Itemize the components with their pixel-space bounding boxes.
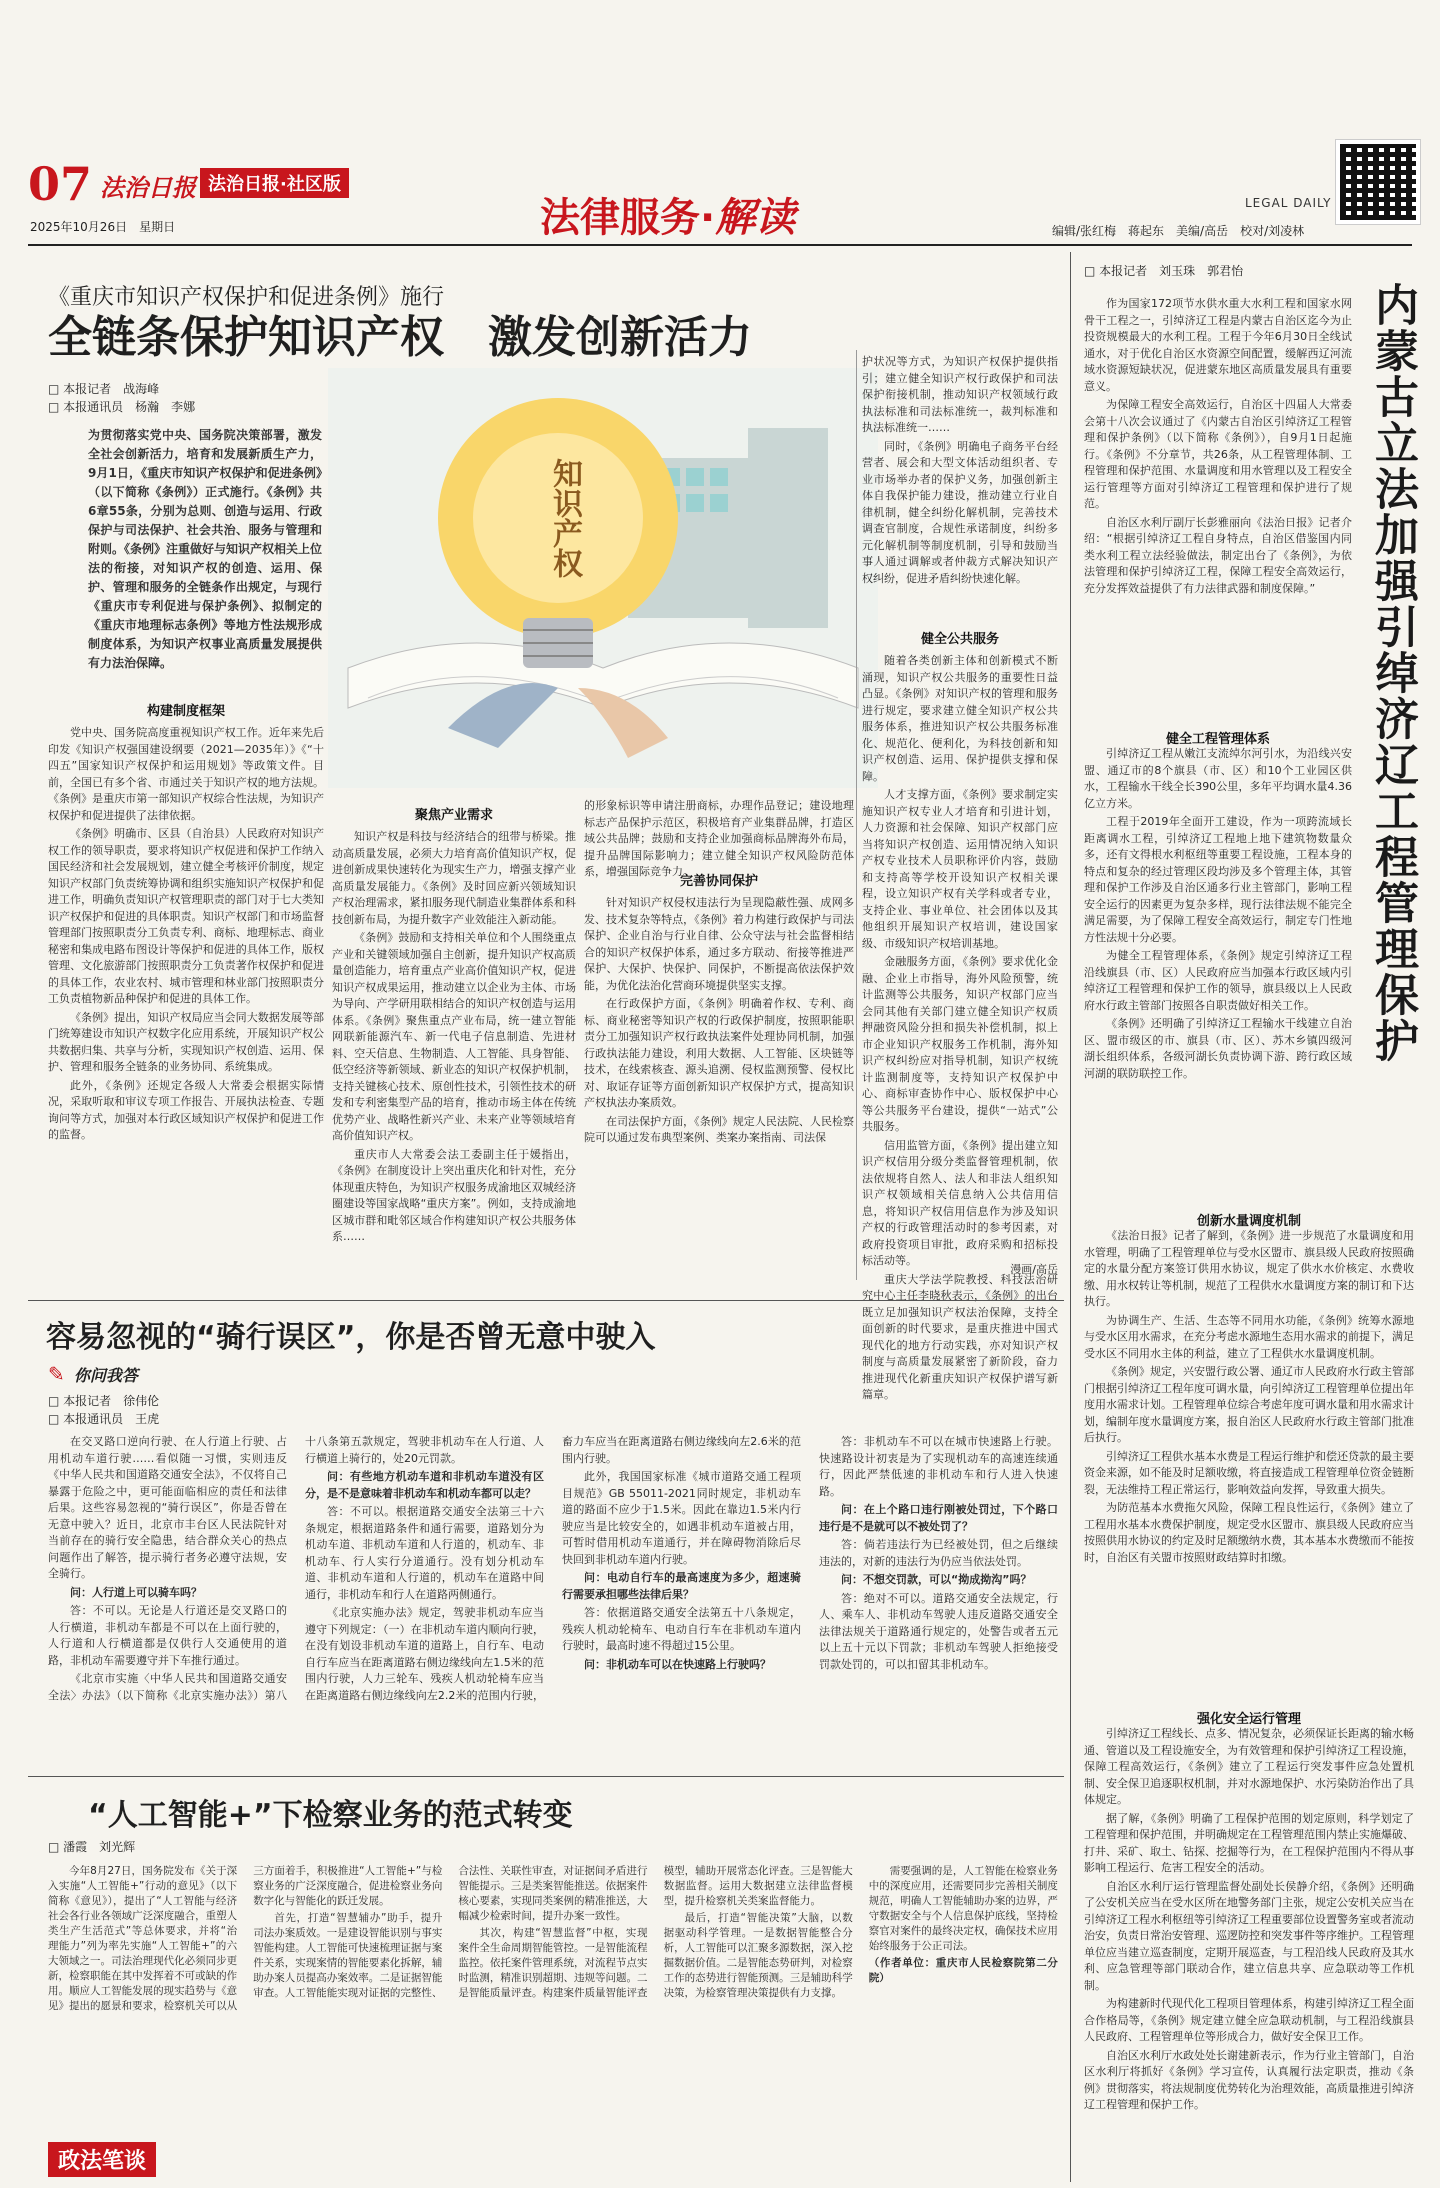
illustration-caption-text: 知识产权 <box>547 458 582 578</box>
article1-col4 <box>862 354 1058 1401</box>
article3-body <box>48 1864 1058 2134</box>
a2-para: 答：倘若违法行为已经被处罚，但之后继续违法的，对新的违法行为仍应当依法处罚。 <box>819 1538 1058 1568</box>
col4-para: 随着各类创新主体和创新模式不断涌现，知识产权公共服务的重要性日益凸显。《条例》对知识产权的管理和服务进行规定，要求建立健全知识产权公共服务体系，推进知识产权公共服务标准化、规范化、便利化，为科技创新和知识产权创造、运用、保护提供支撑和保障。 <box>862 654 1058 783</box>
column-title-b: 解读 <box>715 195 796 241</box>
col1-para: 此外，《条例》还规定各级人大常委会根据实际情况，采取听取和审议专项工作报告、开展执法检查、专题询问等方式，加强对本行政区域知识产权保护和促进工作的监督。 <box>48 1078 324 1141</box>
qr-code-icon <box>1336 140 1420 224</box>
a3-para: 今年8月27日，国务院发布《关于深入实施“人工智能+”行动的意见》（以下简称《意见》），提出了“人工智能与经济社会各行业各领域广泛深度融合，重塑人类生产生活范式”等总体要求，并将“治理能力”列为率先实施“人工智能+”的六大领域之一。司法治理现代化必须同步更新，检察职能在其中发挥着不可或缺的作用。顺应人工智能发展的现实趋势与《意见》提出的愿景和要求，检察机关可以从三方面着手，积极推进“人工智能+”与检察业务的广泛深度融合，促进检察业务向数字化与智能化的跃迁发展。 <box>48 1865 443 2012</box>
byline-2: □ 本报通讯员 王虎 <box>48 1412 160 1426</box>
subhead-institutional-framework: 构建制度框架 <box>146 704 225 719</box>
a2-para: 答：依据道路交通安全法第五十八条规定，残疾人机动轮椅车、电动自行车在非机动车道内行驶时，最高时速不得超过15公里。 <box>562 1606 801 1652</box>
paper-name: 法治日报 <box>100 174 196 202</box>
a2-question: 问：非机动车可以在快速路上行驶吗？ <box>584 1657 771 1671</box>
col2-para: 《条例》鼓励和支持相关单位和个人围绕重点产业和关键领域加强自主创新，提升知识产权高质量创造能力，培育重点产业高价值知识产权，促进知识产权成果运用，推动建立以企业为主体、市场为导向、产学研用联相结合的知识产权创造与运用体系。《条例》聚焦重点产业布局，统一建立智能网联新能源汽车、新一代电子信息制造、先进材料、空天信息、生物制造、人工智能、具身智能、低空经济等新领域、新业态的知识产权保护机制，支持关键核心技术、原创性技术，引领性技术的研发和专利密集型产品的培育，推动市场主体在传统优势产业、战略性新兴产业、未来产业等领域培育高价值知识产权。 <box>332 931 576 1142</box>
section-badge <box>200 168 349 198</box>
sidebar-para: 作为国家172项节水供水重大水利工程和国家水网骨干工程之一，引绰济辽工程是内蒙古自治区迄今为止投资规模最大的水利工程。工程于今年6月30日全线试通水，对于优化自治区水资源空间配置，缓解西辽河流域水资源短缺状况，促进蒙东地区高质量发展具有重要意义。 <box>1084 297 1352 393</box>
col4-body-a <box>862 354 1058 622</box>
sidebar-para: 《条例》还明确了引绰济辽工程输水干线建立自治区、盟市级区的市、旗县（市、区）、苏木乡镇四级河湖长组织体系，各级河湖长负责协调下游、跨行政区域河湖的联防联控工作。 <box>1084 1017 1352 1080</box>
col3-para: 的形象标识等申请注册商标，办理作品登记；建设地理标志产品保护示范区，积极培育产业集群品牌，打造区域公共品牌；鼓励和支持企业加强商标品牌海外布局，提升品牌国际影响力；建立健全知识产权风险防范体系，增强国际竞争力。 <box>584 799 854 878</box>
byline-1: □ 潘霞 刘光辉 <box>48 1840 136 1854</box>
page-number: 07 <box>28 157 93 211</box>
a3-para: 首先，打造“智慧辅办”助手，提升司法办案质效。一是建设智能识别与事实智能构建。人工智能可快速梳理证据与案件关系，实现案情的智能要素化拆解，辅助办案人员提高办案效率。二是证据智能审查。人工智能能实现对证据的完整性、合法性、关联性审查，对证据间矛盾进行智能提示。三是类案智能推送。依据案件核心要素，实现同类案例的精准推送，大幅减少检索时间，提升办案一致性。 <box>253 1865 648 1999</box>
article3-headline: “人工智能+”下检察业务的范式转变 <box>88 1798 573 1833</box>
sidebar-para: 自治区水利厅副厅长彭雅丽向《法治日报》记者介绍：“根据引绰济辽工程自身特点，自治区借鉴国内同类水利工程立法经验做法，制定出台了《条例》，为依法管理和保护引绰济辽工程，保障工程安全高效运行，充分发挥效益提供了有力法律武器和制度保障。” <box>1084 515 1352 595</box>
sidebar-para: 为保障工程安全高效运行，自治区十四届人大常委会第十八次会议通过了《内蒙古自治区引绰济辽工程管理和保护条例》（以下简称《条例》），自9月1日起施行。《条例》不分章节，共26条，从工程管理体制、工程管理和保护范围、水量调度和用水管理以及工程安全运行管理等方面对引绰济辽工程管理和保护进行了规范。 <box>1084 398 1352 510</box>
sidebar-para: 为健全工程管理体系，《条例》规定引绰济辽工程沿线旗县（市、区）人民政府应当加强本行政区域内引绰济辽工程管理和保护工作的领导，旗县级以上人民政府水行政主管部门按照各自职责做好相关工作。 <box>1084 949 1352 1012</box>
col2-para: 重庆市人大常委会法工委副主任于媛指出，《条例》在制度设计上突出重庆化和针对性，充分体现重庆特色，为知识产权服务成渝地区双城经济圈建设等国家战略“重庆方案”。例如，支持成渝地区城市群和毗邻区域合作构建知识产权公共服务体系…… <box>332 1147 576 1243</box>
qa-column-tag <box>48 1362 138 1386</box>
col2-para: 知识产权是科技与经济结合的纽带与桥梁。推动高质量发展，必须大力培育高价值知识产权，促进创新成果快速转化为现实生产力，增强支撑产业高质量发展能力。《条例》及时回应新兴领域知识产权治理需求，紧扣服务现代制造业集群体系和科技创新布局，为提升数字产业效能注入新动能。 <box>332 830 576 926</box>
sidebar-para: 引绰济辽工程从嫩江支流绰尔河引水，为沿线兴安盟、通辽市的8个旗县（市、区）和10个工业园区供水，工程输水干线全长390公里，多年平均调水量4.36亿立方米。 <box>1084 747 1352 810</box>
col3-body-a <box>584 798 854 878</box>
article3-bylines <box>48 1838 288 1856</box>
sidebar-subhead-2: 创新水量调度机制 <box>1196 1214 1301 1229</box>
article1-col2 <box>332 798 576 1286</box>
article2-body <box>48 1434 1058 1764</box>
article1-col1 <box>48 694 324 1286</box>
a2-para: 答：绝对不可以。道路交通安全法规定，行人、乘车人、非机动车驾驶人违反道路交通安全法律法规关于道路通行规定的，处警告或者五元以上五十元以下罚款；非机动车驾驶人拒绝接受罚款处罚的，可以扣留其非机动车。 <box>819 1591 1058 1671</box>
a2-para: 答：不可以。无论是人行道还是交叉路口的人行横道，非机动车都是不可以在上面行驶的，人行道和人行横道都是仅供行人交通使用的道路，非机动车需要遵守并下车推行通过。 <box>48 1604 287 1667</box>
sidebar-para: 自治区水利厅运行管理监督处副处长侯静介绍，《条例》还明确了公安机关应当在受水区所在地警务部门主张，规定公安机关应当在引绰济辽工程水利枢纽等引绰济辽工程重要部位设置警务室或者流动治安，负责日常治安管理、巡逻防控和突发事件等序维护。工程管理单位应当建立巡查制度，定期开展巡查，与工程沿线人民政府及其水利、应急管理等部门联动合作，建立信息共享、应急联动等工作机制。 <box>1084 1879 1414 1992</box>
sidebar-para: 《法治日报》记者了解到，《条例》进一步规范了水量调度和用水管理，明确了工程管理单位与受水区盟市、旗县级人民政府按照确定的水量分配方案签订供用水协议，规定了供水水价核定、水费收缴、用水权转让等机制，规范了工程供水水量调度方案的制订和下达执行。 <box>1084 1229 1414 1308</box>
article-divider-1 <box>28 1300 1064 1301</box>
sidebar-para: 引绰济辽工程线长、点多、情况复杂，必须保证长距离的输水畅通、管道以及工程设施安全，为有效管理和保护引绰济辽工程设施，保障工程高效运行，《条例》建立了工程运行突发事件应急处置机制、安全保卫追逐职权机制，并对水源地保护、水污染防治作出了具体规定。 <box>1084 1727 1414 1806</box>
sidebar-inner-mongolia <box>1078 252 1420 2182</box>
col4-para: 护状况等方式，为知识产权保护提供指引；建立健全知识产权行政保护和司法保护衔接机制，推动知识产权领域行政执法标准和司法标准统一，裁判标准和执法标准统一…… <box>862 355 1058 434</box>
col3-para: 在司法保护方面，《条例》规定人民法院、人民检察院可以通过发布典型案例、类案办案指南、司法保 <box>584 1114 854 1144</box>
lead-text: 为贯彻落实党中央、国务院决策部署，激发全社会创新活力，培育和发展新质生产力，9月1日，《重庆市知识产权保护和促进条例》（以下简称《条例》）正式施行。《条例》共6章55条，分别为总则、创造与运用、行政保护与司法保护、社会共治、服务与管理和附则。《条例》注重做好与知识产权相关上位法的衔接，对知识产权的创造、运用、保护、管理和服务的全链条作出规定，与现行《重庆市专利促进与保护条例》、拟制定的《重庆市地理标志条例》等地方性法规形成制度体系，为知识产权事业高质量发展提供有力法治保障。 <box>88 428 323 670</box>
masthead <box>0 0 1440 250</box>
sidebar-para: 为防范基本水费拖欠风险，保障工程良性运行，《条例》建立了工程用水基本水费保护制度，规定受水区盟市、旗县级人民政府应当按照供用水协议的约定及时足额缴纳水费，其本基本水费缴而不能按时，自治区有关盟市按照财政结算时扣缴。 <box>1084 1501 1414 1564</box>
footer-tag <box>48 2142 156 2177</box>
col3-body-b <box>584 895 854 1285</box>
col4-para: 同时，《条例》明确电子商务平台经营者、展会和大型文体活动组织者、专业市场举办者的保护义务，加强创新主体自我保护能力建设，推动建立行业自律机制，健全纠纷化解机制，完善技术调查官制度，合规性承诺制度，纠纷多元化解机制等制度机制，引导和鼓励当事人通过调解或者仲裁方式解决知识产权纠纷，促进矛盾纠纷快速化解。 <box>862 439 1058 585</box>
a3-para: 最后，打造“智能决策”大脑，以数据驱动科学管理。一是数据智能整合分析，人工智能可以汇聚多源数据，深入挖掘数据价值。二是智能态势研判，对检察工作的态势进行智能预测。三是辅助科学决策，为检察管理决策提供有力支撑。 <box>663 1912 853 1999</box>
lightbulb-illustration-svg <box>328 368 878 788</box>
section-badge-text: 法治日报·社区版 <box>208 174 341 195</box>
sidebar-para: 自治区水利厅水政处处长谢建新表示，作为行业主管部门，自治区水利厅将抓好《条例》学习宣传，认真履行法定职责，推动《条例》贯彻落实，将法规制度优势转化为治理效能，高质量推进引绰济辽工程管理和保护工作。 <box>1084 2048 1414 2111</box>
sidebar-para: 据了解，《条例》明确了工程保护范围的划定原则，科学划定了工程管理和保护范围，并明确规定在工程管理范围内禁止实施爆破、打井、采矿、取土、钻探、挖掘等行为，在工程保护范围内不得从事影响工程运行、危害工程安全的活动。 <box>1084 1811 1414 1874</box>
byline-1: □ 本报记者 刘玉珠 郭君怡 <box>1084 264 1244 278</box>
a2-para: 在交叉路口逆向行驶、在人行道上行驶、占用机动车道行驶……看似随一习惯，实则违反《中华人民共和国道路交通安全法》，不仅将自己暴露于危险之中，更可能面临相应的责任和法律后果。这些容易忽视的“骑行误区”，你是否曾在无意中驶入？近日，北京市丰台区人民法院针对当前存在的骑行安全隐患，结合群众关心的热点问题作出了解答，提示骑行者务必遵守法规，安全骑行。 <box>48 1435 287 1580</box>
article1-kicker: 《重庆市知识产权保护和促进条例》施行 <box>48 285 445 310</box>
col3-para: 在行政保护方面，《条例》明确着作权、专利、商标、商业秘密等知识产权的行政保护制度，按照职能职责分工加强知识产权行政执法案件处理协同机制，加强行政执法能力建设，利用大数据、人工智能、区块链等技术，在线索核查、源头追溯、侵权监测预警、侵权比对、取证存证等方面创新知识产权保护方式，提高知识产权执法办案质效。 <box>584 997 854 1109</box>
footer-tag-text: 政法笔谈 <box>58 2149 147 2174</box>
editors-line: 编辑/张红梅 蒋起东 美编/高岳 校对/刘凌林 <box>1052 224 1305 238</box>
sidebar-subhead-1: 健全工程管理体系 <box>1165 732 1270 747</box>
a2-question: 问：电动自行车的最高速度为多少，超速骑行需要承担哪些法律后果？ <box>562 1571 801 1601</box>
byline-2: □ 本报通讯员 杨瀚 李娜 <box>48 400 196 414</box>
illustration-credit: 漫画/高岳 <box>1010 1263 1058 1276</box>
col2-body <box>332 829 576 1287</box>
a2-para: 《北京市实施〈中华人民共和国道路交通安全法〉办法》（以下简称《北京实施办法》）第八十八条第五款规定，驾驶非机动车在人行道、人行横道上骑行的，处20元罚款。 <box>48 1435 544 1702</box>
sidebar-para: 引绰济辽工程供水基本水费是工程运行维护和偿还贷款的最主要资金来源，如不能及时足额收缴，将直接造成工程管理单位资金链断裂，无法维持工程正常运行，影响效益向发挥，导致重大损失。 <box>1084 1449 1414 1496</box>
sidebar-sub1-body <box>1084 746 1352 1200</box>
col4-para: 信用监管方面，《条例》提出建立知识产权信用分级分类监督管理机制，依法依规将自然人、法人和非法人组织知识产权领域相关信息纳入公共信用信息，将知识产权信用信息作为涉及知识产权的行政管理活动时的参考因素，对政府投资项目审批，政府采购和招标投标活动等。 <box>862 1138 1058 1267</box>
sidebar-para: 为协调生产、生活、生态等不同用水功能，《条例》统筹水源地与受水区用水需求，在充分考虑水源地生态用水需求的前提下，满足受水区不同用水主体的利益，建立了工程供水水量调度机制。 <box>1084 1313 1414 1360</box>
column-tag-text: 你问我答 <box>73 1366 138 1385</box>
a2-question: 问：在上个路口违行刚被处罚过，下个路口违行是不是就可以不被处罚了？ <box>819 1503 1058 1533</box>
issue-date: 2025年10月26日 星期日 <box>30 220 176 234</box>
col4-para: 金融服务方面，《条例》要求优化金融、企业上市指导，海外风险预警，统计监测等公共服务，知识产权部门应当会同其他有关部门建立健全知识产权质押融资风险分担和损失补偿机制，拟上市企业知识产权服务工作机制，海外知识产权纠纷应对指导机制，知识产权统计监测制度等，支持知识产权保护中心、商标审查协作中心、版权保护中心等公共服务平台建设，提供“一站式”公共服务。 <box>862 955 1058 1133</box>
subhead-public-services: 健全公共服务 <box>920 632 999 647</box>
col1-body <box>48 725 324 1285</box>
col-divider <box>856 350 857 1280</box>
article1-bylines <box>48 380 288 416</box>
byline-1: □ 本报记者 战海峰 <box>48 382 160 396</box>
sidebar-sub3-body <box>1084 1726 1414 2176</box>
a2-question: 问：有些地方机动车道和非机动车道没有区分，是不是意味着非机动车和机动车都可以走？ <box>305 1470 544 1500</box>
a2-para: 答：非机动车不可以在城市快速路上行驶。快速路设计初衷是为了实现机动车的高速连续通行，因此严禁低速的非机动车和行人进入快速路。 <box>819 1435 1058 1498</box>
col1-para: 《条例》提出，知识产权局应当会同大数据发展等部门统筹建设市知识产权数字化应用系统，开展知识产权公共数据归集、共享与分析，实现知识产权创造、运用、保护、管理和服务全链条的业务协同、系统集成。 <box>48 1010 324 1073</box>
a2-question: 问：人行道上可以骑车吗？ <box>70 1585 202 1599</box>
author-note: （作者单位：重庆市人民检察院第二分院） <box>868 1957 1058 1984</box>
a3-para: 其次，构建“智慧监督”中枢，实现案件全生命周期智能管控。一是智能流程监控。依托案件管理系统，对流程节点实时监测，精准识别超期、违规等问题。二是智能质量评查。构建案件质量智能评查模型，辅助开展常态化评查。三是智能大数据监督。运用大数据建立法律监督模型，提升检察机关类案监督能力。 <box>458 1865 853 1999</box>
col4-para: 重庆大学法学院教授、科技法治研究中心主任李晓秋表示，《条例》的出台既立足加强知识产权法治保障，支持全面创新的时代要求，是重庆推进中国式现代化的地方行动实践，亦对知识产权制度与高质量发展紧密了新阶段，奋力推进现代化新重庆知识产权保护谱写新篇章。 <box>862 1272 1058 1401</box>
col1-para: 党中央、国务院高度重视知识产权工作。近年来先后印发《知识产权强国建设纲要（2021—2035年）》《“十四五”国家知识产权保护和运用规划》等政策文件。目前，全国已有多个省、市通过关于知识产权的地方法规。《条例》是重庆市第一部知识产权综合性法规，为知识产权保护和促进提供了法律依据。 <box>48 726 324 822</box>
sidebar-para: 为构建新时代现代化工程项目管理体系，构建引绰济辽工程全面合作格局等，《条例》规定建立健全应急联动机制，与工程沿线旗县人民政府、工程管理单位等形成合力，做好安全保卫工作。 <box>1084 1997 1414 2043</box>
illustration-lightbulb-book <box>328 368 878 788</box>
article-ai-procuratorate <box>28 1782 1064 2182</box>
sidebar-para: 《条例》规定，兴安盟行政公署、通辽市人民政府水行政主管部门根据引绰济辽工程年度可调水量，向引绰济辽工程管理单位提出年度用水需求计划。工程管理单位综合考虑年度可调水量和用水需求计划，编制年度水量调度方案，报自治区人民政府水行政主管部门批准后执行。 <box>1084 1365 1414 1444</box>
col3-para: 针对知识产权侵权违法行为呈现隐蔽性强、成网多发、技术复杂等特点，《条例》着力构建行政保护与司法保护、企业自治与行业自律、公众守法与社会监督相结合的知识产权保护体系，通过多方联动、衔接等推进严保护、大保护、快保护、同保护，不断提高依法保护效能，为优化法治化营商环境提供坚实支撑。 <box>584 896 854 992</box>
article2-bylines <box>48 1392 288 1428</box>
a2-para: 此外，我国国家标准《城市道路交通工程项目规范》GB 55011-2021同时规定，非机动车道的路面不应少于1.5米。因此在靠边1.5米内行驶应当是比较安全的，如遇非机动车道被占用，可暂时借用机动车道通行，并在障碍物消除后尽快回到非机动车道内行驶。 <box>562 1470 801 1566</box>
col1-para: 《条例》明确市、区县（自治县）人民政府对知识产权工作的领导职责，要求将知识产权促进和保护工作纳入国民经济和社会发展规划，建立健全考核评价制度，规定知识产权部门负责统筹协调和组织实施知识产权保护和促进工作，明确负责知识产权管理职责的部门对于七大类知识产权保护和促进的具体职责。知识产权部门和市场监督管理部门按照职责分工负责专利、商标、地理标志、商业秘密和集成电路布图设计等保护和促进的具体工作，版权管理、文化旅游部门按照职责分工负责著作权保护和促进的具体工作，农业农村、城市管理和林业部门按照职责分工负责植物新品种保护和促进的具体工作。 <box>48 827 324 1005</box>
masthead-rule <box>28 244 1412 246</box>
article-cycling <box>28 1306 1064 1768</box>
sidebar-subhead-3: 强化安全运行管理 <box>1196 1712 1301 1727</box>
a2-question: 问：不想交罚款，可以“拗成拗沟”吗？ <box>841 1573 1032 1586</box>
sidebar-sub2-body <box>1084 1228 1414 1698</box>
column-title: 法律服务·解读 <box>540 195 796 241</box>
column-title-a: 法律服务 <box>540 195 700 241</box>
subhead-coordinated-protection: 完善协同保护 <box>679 874 758 889</box>
article1-lead <box>88 426 322 673</box>
sidebar-bylines <box>1084 262 1334 280</box>
a2-para: 答：不可以。根据道路交通安全法第三十六条规定，根据道路条件和通行需要，道路划分为机动车道、非机动车道和人行道的，机动车、非机动车、行人实行分道通行。没有划分机动车道、非机动车道和人行道的，机动车在道路中间通行，非机动车和行人在道路两侧通行。 <box>305 1505 544 1601</box>
sidebar-vertical-title: 内蒙古立法加强引绰济辽工程管理保护 <box>1367 282 1418 1064</box>
pen-brush-icon: ✎ <box>48 1362 65 1386</box>
sidebar-para: 工程于2019年全面开工建设，作为一项跨流域长距离调水工程，引绰济辽工程地上地下建筑物数量众多，还有文得根水利枢纽等重要工程设施，工程本身的特点和复杂的经过管理区段均涉及多个管理主体，其管理和保护工作涉及自治区通多行业主管部门，影响工程安全运行的因素更为复杂多样，现行法律法规不能完全满足需要，为了保障工程安全高效运行，制定专门性地方性法规十分必要。 <box>1084 815 1352 944</box>
a2-para: 《北京实施办法》规定，驾驶非机动车应当遵守下列规定：（一）在非机动车道内顺向行驶，在没有划设非机动车道的道路上，自行车、电动自行车应当在距离道路右侧边缘线向左1.5米的范围内行驶，人力三轮车、残疾人机动轮椅车应当在距离道路右侧边缘线向左2.2米的范围内行驶，畜力车应当在距离道路右侧边缘线向左2.6米的范围内行驶。 <box>305 1435 801 1702</box>
article2-headline: 容易忽视的“骑行误区”，你是否曾无意中驶入 <box>46 1320 656 1355</box>
sidebar-divider <box>1070 252 1071 2182</box>
col4-para: 人才支撑方面，《条例》要求制定实施知识产权专业人才培育和引进计划，人力资源和社会保障、知识产权部门应当将知识产权创造、运用情况纳入知识产权专业技术人员职称评价内容，鼓励和支持高等学校开设知识产权相关课程，设立知识产权有关学科或者专业，支持企业、事业单位、社会团体以及其他组织开展知识产权培训，建设国家级、市级知识产权培训基地。 <box>862 788 1058 950</box>
english-label: LEGAL DAILY <box>1245 196 1332 210</box>
article-divider-2 <box>28 1776 1064 1777</box>
byline-1: □ 本报记者 徐伟伦 <box>48 1394 160 1408</box>
article1-col3 <box>584 798 854 1286</box>
article1-headline: 全链条保护知识产权 激发创新活力 <box>48 312 752 363</box>
a3-para: 需要强调的是，人工智能在检察业务中的深度应用，还需要同步完善相关制度规范，明确人工智能辅助办案的边界，严守数据安全与个人信息保护底线，坚持检察官对案件的最终决定权，确保技术应用始终服务于公正司法。 <box>868 1865 1058 1952</box>
subhead-industry-needs: 聚焦产业需求 <box>414 808 493 823</box>
